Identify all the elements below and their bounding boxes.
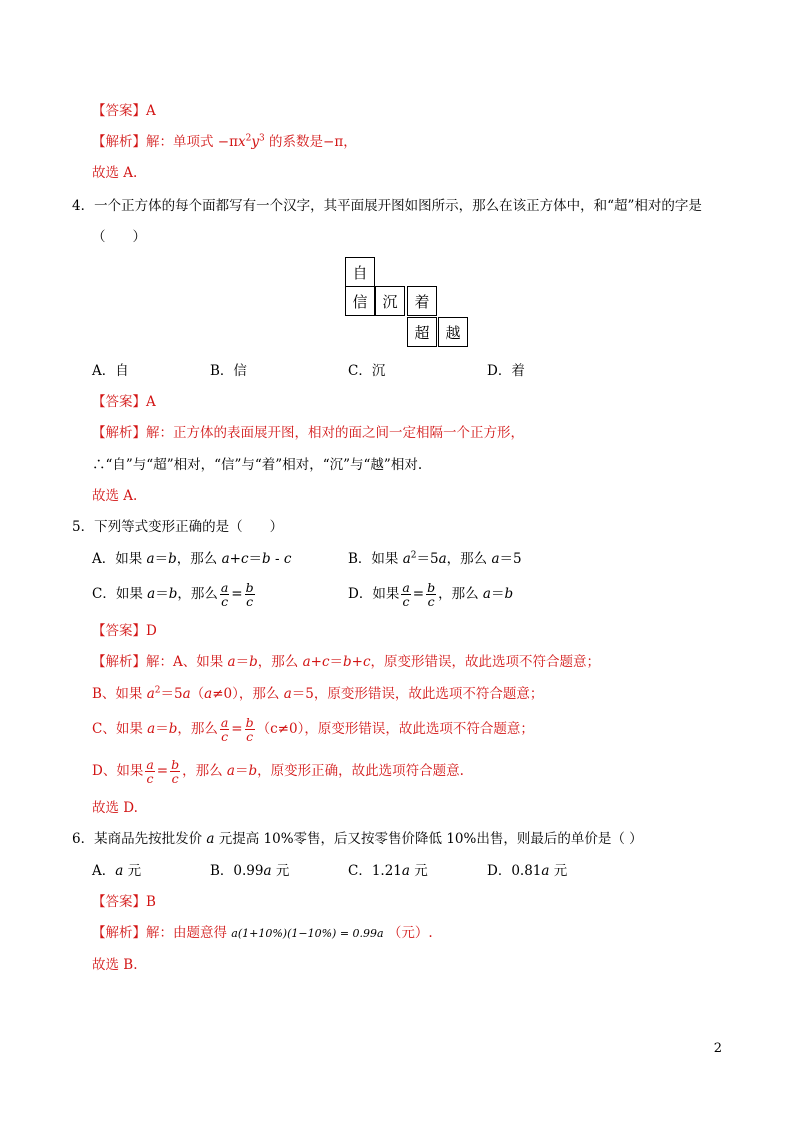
q6-stem: 6．某商品先按批发价 a 元提高 10%零售，后又按零售价降低 10%出售，则最后的单价是（ ） — [72, 831, 643, 847]
q4-paren: （ ） — [92, 229, 146, 245]
q4-conclusion: 故选 A. — [92, 488, 138, 504]
q3-conclusion: 故选 A. — [92, 165, 138, 181]
net-cell-zhuo: 着 — [407, 286, 437, 316]
q3-answer: 【答案】A — [92, 103, 156, 119]
q5-stem: 5．下列等式变形正确的是（ ） — [72, 519, 284, 535]
q5-option-d: D．如果 $\frac{a}{c}$ = $\frac{b}{c}$ ，那么 a＝b — [348, 580, 514, 609]
q5-option-b: B．如果 $a^2=5a$，那么 a＝5 — [348, 550, 522, 567]
q4-analysis-1: 【解析】解：正方体的表面展开图，相对的面之间一定相隔一个正方形， — [92, 425, 524, 441]
q5-analysis-a: 【解析】解：A、如果 a＝b，那么 a+c＝b+c，原变形错误，故此选项不符合题意； — [92, 654, 601, 670]
q6-answer: 【答案】B — [92, 894, 156, 910]
q5-analysis-c: C、如果 a＝b，那么 $\frac{a}{c}$ = $\frac{b}{c}$ （c≠0），原变形错误，故此选项不符合题意； — [92, 715, 534, 744]
net-cell-zi: 自 — [345, 257, 375, 287]
q5-conclusion: 故选 D. — [92, 800, 138, 816]
q5-answer: 【答案】D — [92, 623, 157, 639]
q5-option-c: C．如果 a＝b，那么 $\frac{a}{c}$ = $\frac{b}{c}$ — [92, 580, 254, 609]
q4-answer: 【答案】A — [92, 394, 156, 410]
q6-option-b: B．0.99a 元 — [210, 863, 290, 879]
page-number: 2 — [713, 1041, 722, 1056]
q6-option-d: D．0.81a 元 — [487, 863, 568, 879]
q4-option-b: B．信 — [210, 363, 247, 379]
q6-option-c: C．1.21a 元 — [348, 863, 428, 879]
q6-conclusion: 故选 B. — [92, 957, 138, 973]
q6-option-a: A．a 元 — [92, 863, 142, 879]
net-cell-chen: 沉 — [375, 286, 405, 316]
net-cell-yue: 越 — [438, 317, 468, 347]
q4-option-d: D．着 — [487, 363, 525, 379]
q4-option-a: A．自 — [92, 363, 129, 379]
q5-analysis-b: B、如果 $a^2=5a(a\ne 0)$，那么 a＝5，原变形错误，故此选项不符合题意； — [92, 685, 544, 702]
q4-stem: 4．一个正方体的每个面都写有一个汉字，其平面展开图如图所示，那么在该正方体中，和“超”相对的字是 — [72, 198, 702, 214]
q3-analysis: 【解析】解：单项式 $-\pi x^2y^3$ 的系数是−π， — [92, 133, 357, 150]
q5-option-a: A．如果 a＝b，那么 a+c＝b - c — [92, 551, 292, 567]
q6-analysis: 【解析】解：由题意得 a(1+10%)(1−10%) = 0.99a （元）. — [92, 925, 433, 941]
q4-analysis-2: ∴“自”与“超”相对，“信”与“着”相对，“沉”与“越”相对. — [92, 457, 423, 473]
net-cell-xin: 信 — [345, 286, 375, 316]
q4-option-c: C．沉 — [348, 363, 386, 379]
q5-analysis-d: D、如果 $\frac{a}{c}$ = $\frac{b}{c}$ ，那么 a＝b，原变形正确，故此选项符合题意. — [92, 757, 464, 786]
net-cell-chao: 超 — [407, 317, 437, 347]
